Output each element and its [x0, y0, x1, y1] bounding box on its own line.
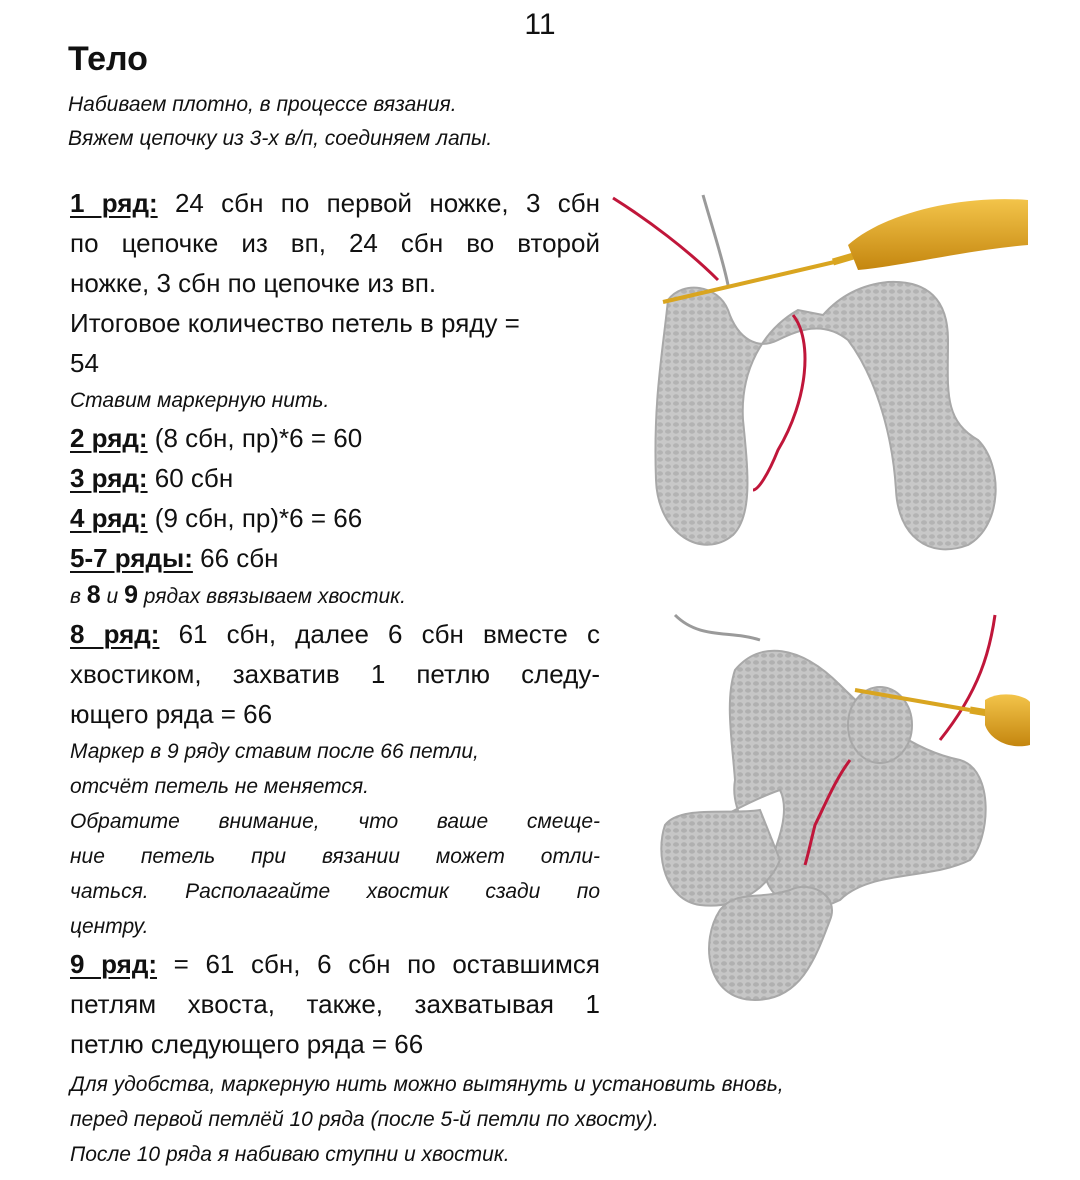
- intro-notes: [68, 88, 492, 156]
- row-9-line: [70, 944, 600, 984]
- rows-5-7-line: [70, 538, 600, 578]
- bottom-note: Для удобства, маркерную нить можно вытянуть и установить вновь,: [70, 1073, 784, 1096]
- row-3-line: [70, 458, 600, 498]
- row-9-line: петлю следующего ряда = 66: [70, 1029, 424, 1059]
- row-3-label: 3 ряд:: [70, 463, 148, 493]
- row-1-line: ножке, 3 сбн по цепочке из вп.: [70, 268, 437, 298]
- row-9-line: петлям хвоста, также, захватывая 1: [70, 989, 600, 1019]
- row-1-text: 24 сбн по первой ножке, 3 сбн: [157, 188, 600, 218]
- row-9-text: = 61 сбн, 6 сбн по оставшимся: [156, 949, 600, 979]
- intro-line: Набиваем плотно, в процессе вязания.: [68, 93, 457, 116]
- row-4-line: [70, 498, 600, 538]
- row-8-note: Обратите внимание, что ваше смеще-: [70, 810, 600, 833]
- row-1-line: Итоговое количество петель в ряду =: [70, 308, 520, 338]
- row-8-note: Маркер в 9 ряду ставим после 66 петли,: [70, 740, 479, 763]
- row-1-line: [70, 183, 600, 223]
- marker-note: Ставим маркерную нить.: [70, 389, 330, 412]
- row-4-label: 4 ряд:: [70, 503, 148, 533]
- row-8-text: 61 сбн, далее 6 сбн вместе с: [159, 619, 600, 649]
- row-8-note: чаться. Располагайте хвостик сзади по: [70, 880, 600, 903]
- instructions: [70, 183, 600, 1064]
- row-8-line: ющего ряда = 66: [70, 699, 273, 729]
- row-2-text: (8 сбн, пр)*6 = 60: [147, 423, 363, 453]
- row-3-text: 60 сбн: [147, 463, 234, 493]
- row-8-line: хвостиком, захватив 1 петлю следу-: [70, 659, 600, 689]
- row-4-text: (9 сбн, пр)*6 = 66: [147, 503, 363, 533]
- row-2-label: 2 ряд:: [70, 423, 148, 453]
- row-2-line: [70, 418, 600, 458]
- row-8-label: 8 ряд:: [70, 619, 160, 649]
- row-1-line: 54: [70, 348, 99, 378]
- intro-line: Вяжем цепочку из 3-х в/п, соединяем лапы.: [68, 127, 493, 150]
- row-9-label: 9 ряд:: [70, 949, 157, 979]
- bottom-note: После 10 ряда я набиваю ступни и хвостик.: [70, 1143, 510, 1166]
- bottom-note: перед первой петлёй 10 ряда (после 5-й петли по хвосту).: [70, 1108, 659, 1131]
- rows-5-7-text: 66 сбн: [192, 543, 279, 573]
- row-8-note: отсчёт петель не меняется.: [70, 775, 369, 798]
- tail-note: в 8 и 9 рядах ввязываем хвостик.: [70, 581, 406, 609]
- page-number: 11: [524, 8, 556, 41]
- page-title: Тело: [68, 40, 148, 78]
- row-1-label: 1 ряд:: [70, 188, 158, 218]
- bottom-notes: [70, 1067, 1060, 1172]
- tail-attachment-photo: [640, 610, 1030, 1010]
- row-8-line: [70, 614, 600, 654]
- legs-joined-photo: [608, 190, 1028, 570]
- row-8-note: центру.: [70, 915, 149, 938]
- row-1-line: по цепочке из вп, 24 сбн во второй: [70, 228, 600, 258]
- row-8-note: ние петель при вязании может отли-: [70, 845, 600, 868]
- rows-5-7-label: 5-7 ряды:: [70, 543, 193, 573]
